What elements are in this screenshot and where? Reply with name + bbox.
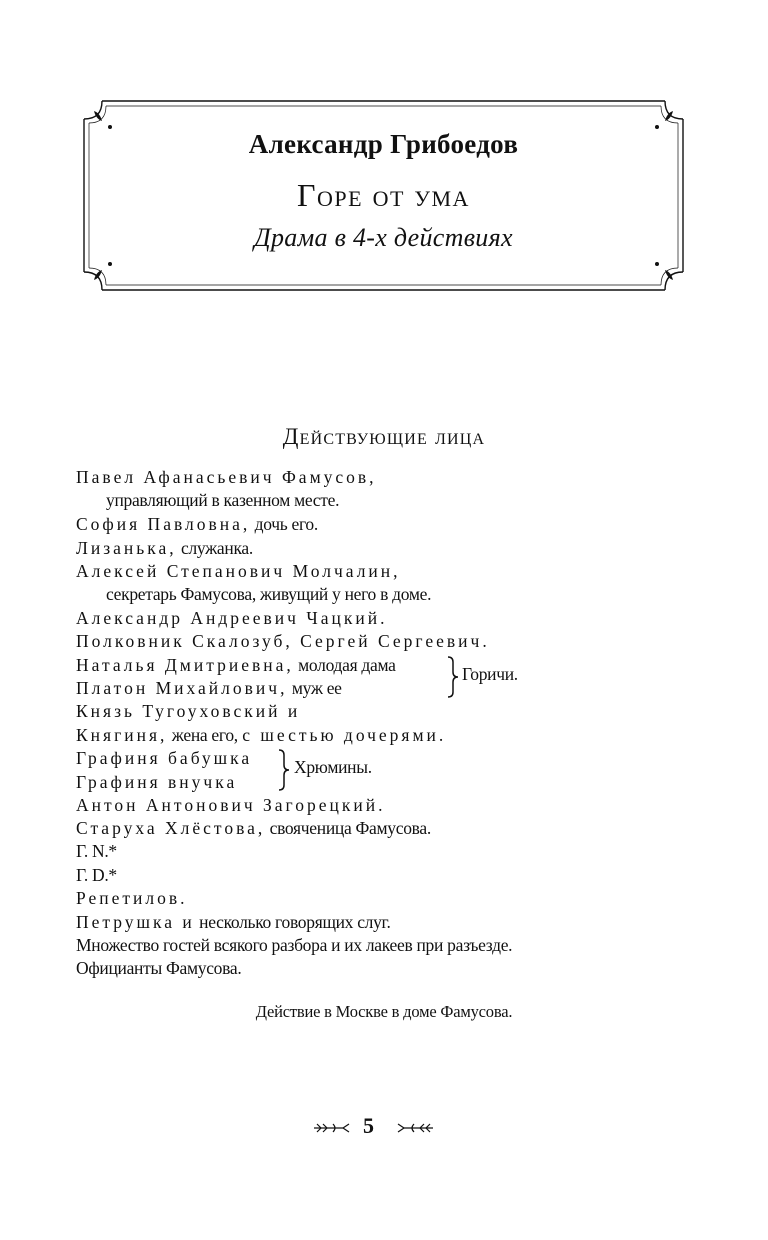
character-name: Полковник Скалозуб, Сергей Сергеевич. — [76, 631, 490, 651]
character-name: Александр Андреевич Чацкий. — [76, 608, 388, 628]
character-name: Репетилов. — [76, 888, 188, 908]
character-name: Петрушка и — [76, 912, 195, 932]
cast-line — [76, 771, 237, 793]
character-name: Антон Антонович Загорецкий. — [76, 795, 386, 815]
cast-line — [76, 957, 241, 979]
cast-line — [76, 911, 391, 933]
cast-line — [76, 607, 387, 629]
character-description: секретарь Фамусова, живущий у него в доме. — [106, 584, 432, 604]
cast-line — [76, 817, 431, 839]
character-description: Г. N.* — [76, 841, 117, 861]
character-description: свояченица Фамусова. — [269, 818, 431, 838]
cast-line — [76, 747, 252, 769]
character-name: Алексей Степанович Молчалин, — [76, 561, 401, 581]
cast-line — [76, 630, 490, 652]
cast-line — [76, 677, 342, 699]
left-ornament-icon — [313, 1122, 351, 1134]
character-name: Графиня внучка — [76, 772, 238, 792]
character-description: молодая дама — [298, 655, 396, 675]
character-description: дочь его. — [254, 514, 318, 534]
title-block — [80, 97, 687, 294]
page-number: 5 — [363, 1113, 374, 1138]
character-description: Г. D.* — [76, 865, 117, 885]
character-description-tail: с шестью дочерями. — [242, 725, 447, 745]
character-description: служанка. — [181, 538, 253, 558]
character-description: управляющий в казенном месте. — [106, 490, 340, 510]
play-title: Горе от ума — [297, 177, 470, 213]
cast-line — [76, 724, 446, 746]
cast-heading: Действующие лица — [282, 424, 486, 449]
cast-line — [76, 794, 386, 816]
curly-brace-icon — [446, 656, 460, 698]
character-description: жена его, — [171, 725, 238, 745]
cast-line — [76, 934, 512, 956]
character-description: муж ее — [291, 678, 342, 698]
page-footer — [0, 1113, 768, 1143]
curly-brace-icon — [277, 749, 291, 791]
right-ornament-icon — [396, 1122, 434, 1134]
setting-note: Действие в Москве в доме Фамусова. — [255, 1002, 513, 1021]
cast-line — [76, 887, 188, 909]
play-subtitle: Драма в 4-х действиях — [254, 223, 513, 252]
group-label-gorichi: Горичи. — [462, 664, 518, 684]
cast-line — [76, 700, 300, 722]
cast-line — [76, 840, 117, 862]
character-name: София Павловна, — [76, 514, 251, 534]
character-name: Княгиня, — [76, 725, 168, 745]
character-name: Лизанька, — [76, 538, 177, 558]
character-name: Платон Михайлович, — [76, 678, 288, 698]
group-label-khryuminy: Хрюмины. — [294, 757, 372, 777]
character-name: Наталья Дмитриевна, — [76, 655, 294, 675]
cast-line — [76, 560, 401, 582]
character-description: несколько говорящих слуг. — [199, 912, 391, 932]
character-name: Графиня бабушка — [76, 748, 253, 768]
cast-line — [76, 864, 117, 886]
cast-line — [76, 654, 396, 676]
character-name: Старуха Хлёстова, — [76, 818, 266, 838]
cast-line — [76, 513, 318, 535]
character-name: Павел Афанасьевич Фамусов, — [76, 467, 377, 487]
cast-line — [106, 583, 431, 605]
cast-line — [76, 537, 253, 559]
character-name: Князь Тугоуховский и — [76, 701, 301, 721]
character-description: Множество гостей всякого разбора и их лакеев при разъезде. — [76, 935, 513, 955]
cast-line — [76, 466, 377, 488]
character-description: Официанты Фамусова. — [76, 958, 242, 978]
author-name: Александр Грибоедов — [248, 129, 519, 159]
cast-line — [106, 489, 339, 511]
